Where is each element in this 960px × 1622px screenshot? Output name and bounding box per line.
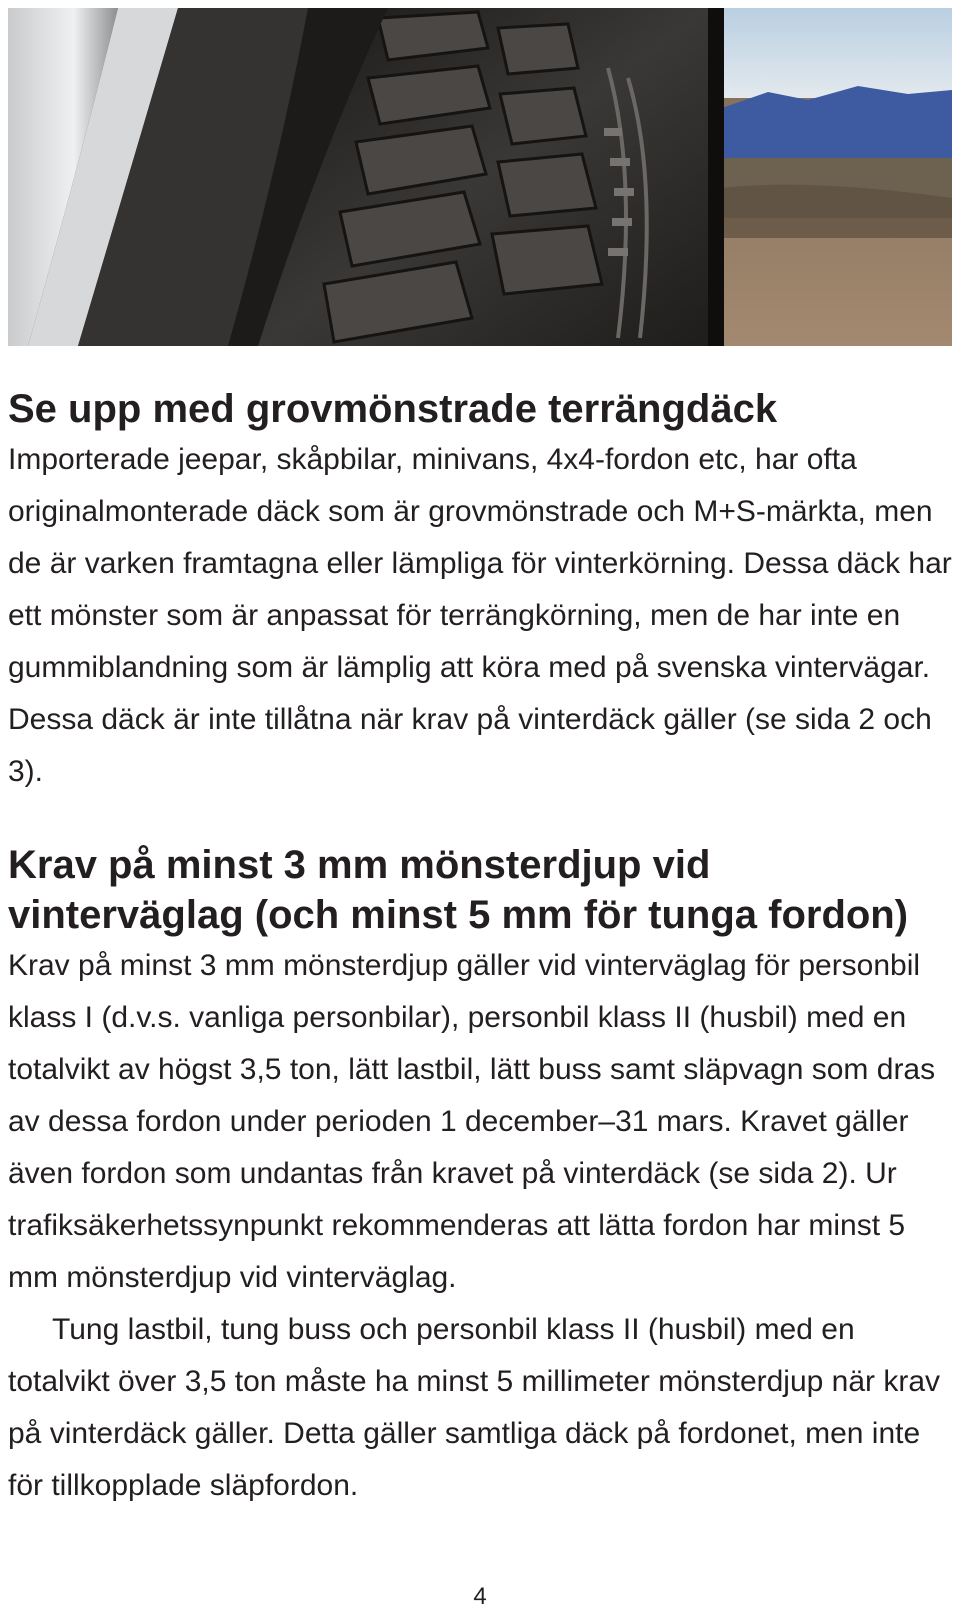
section-terrain-tires [8, 384, 952, 798]
section-paragraph: Krav på minst 3 mm mönsterdjup gäller vid vinterväglag för personbil klass I (d.v.s. vanliga personbilar), personbil klass II (husbil) med en totalvikt av högst 3,5 ton, lätt lastbil, lätt buss samt släpvagn som dras av dessa fordon under perioden 1 december–31 mars. Kravet gäller även fordon som undantas från kravet på vinterdäck (se sida 2). Ur trafiksäkerhetssynpunkt rekommenderas att lätta fordon har minst 5 mm mönsterdjup vid vinterväglag. [8, 949, 936, 1294]
section-paragraph: Importerade jeepar, skåpbilar, minivans, 4x4-fordon etc, har ofta originalmonterade däck som är grovmönstrade och M+S-märkta, men de är varken framtagna eller lämpliga för vinterkörning. Dessa däck har ett mönster som är anpassat för terrängkörning, men de har inte en gummiblandning som är lämplig att köra med på svenska vintervägar. Dessa däck är inte tillåtna när krav på vinterdäck gäller (se sida 2 och 3). [8, 443, 952, 788]
tire-photo [8, 8, 952, 346]
article-body [8, 384, 952, 1512]
section-paragraph: Tung lastbil, tung buss och personbil klass II (husbil) med en totalvikt över 3,5 ton måste ha minst 5 millimeter mönsterdjup när krav på vinterdäck gäller. Detta gäller samtliga däck på fordonet, men inte för tillkopplade släpfordon. [8, 1313, 941, 1502]
section-tread-depth [8, 840, 952, 1512]
section-heading: Se upp med grovmönstrade terrängdäck [8, 387, 778, 431]
page-number: 4 [473, 1583, 487, 1610]
section-heading: Krav på minst 3 mm mönsterdjup vid vinterväglag (och minst 5 mm för tunga fordon) [8, 843, 909, 937]
